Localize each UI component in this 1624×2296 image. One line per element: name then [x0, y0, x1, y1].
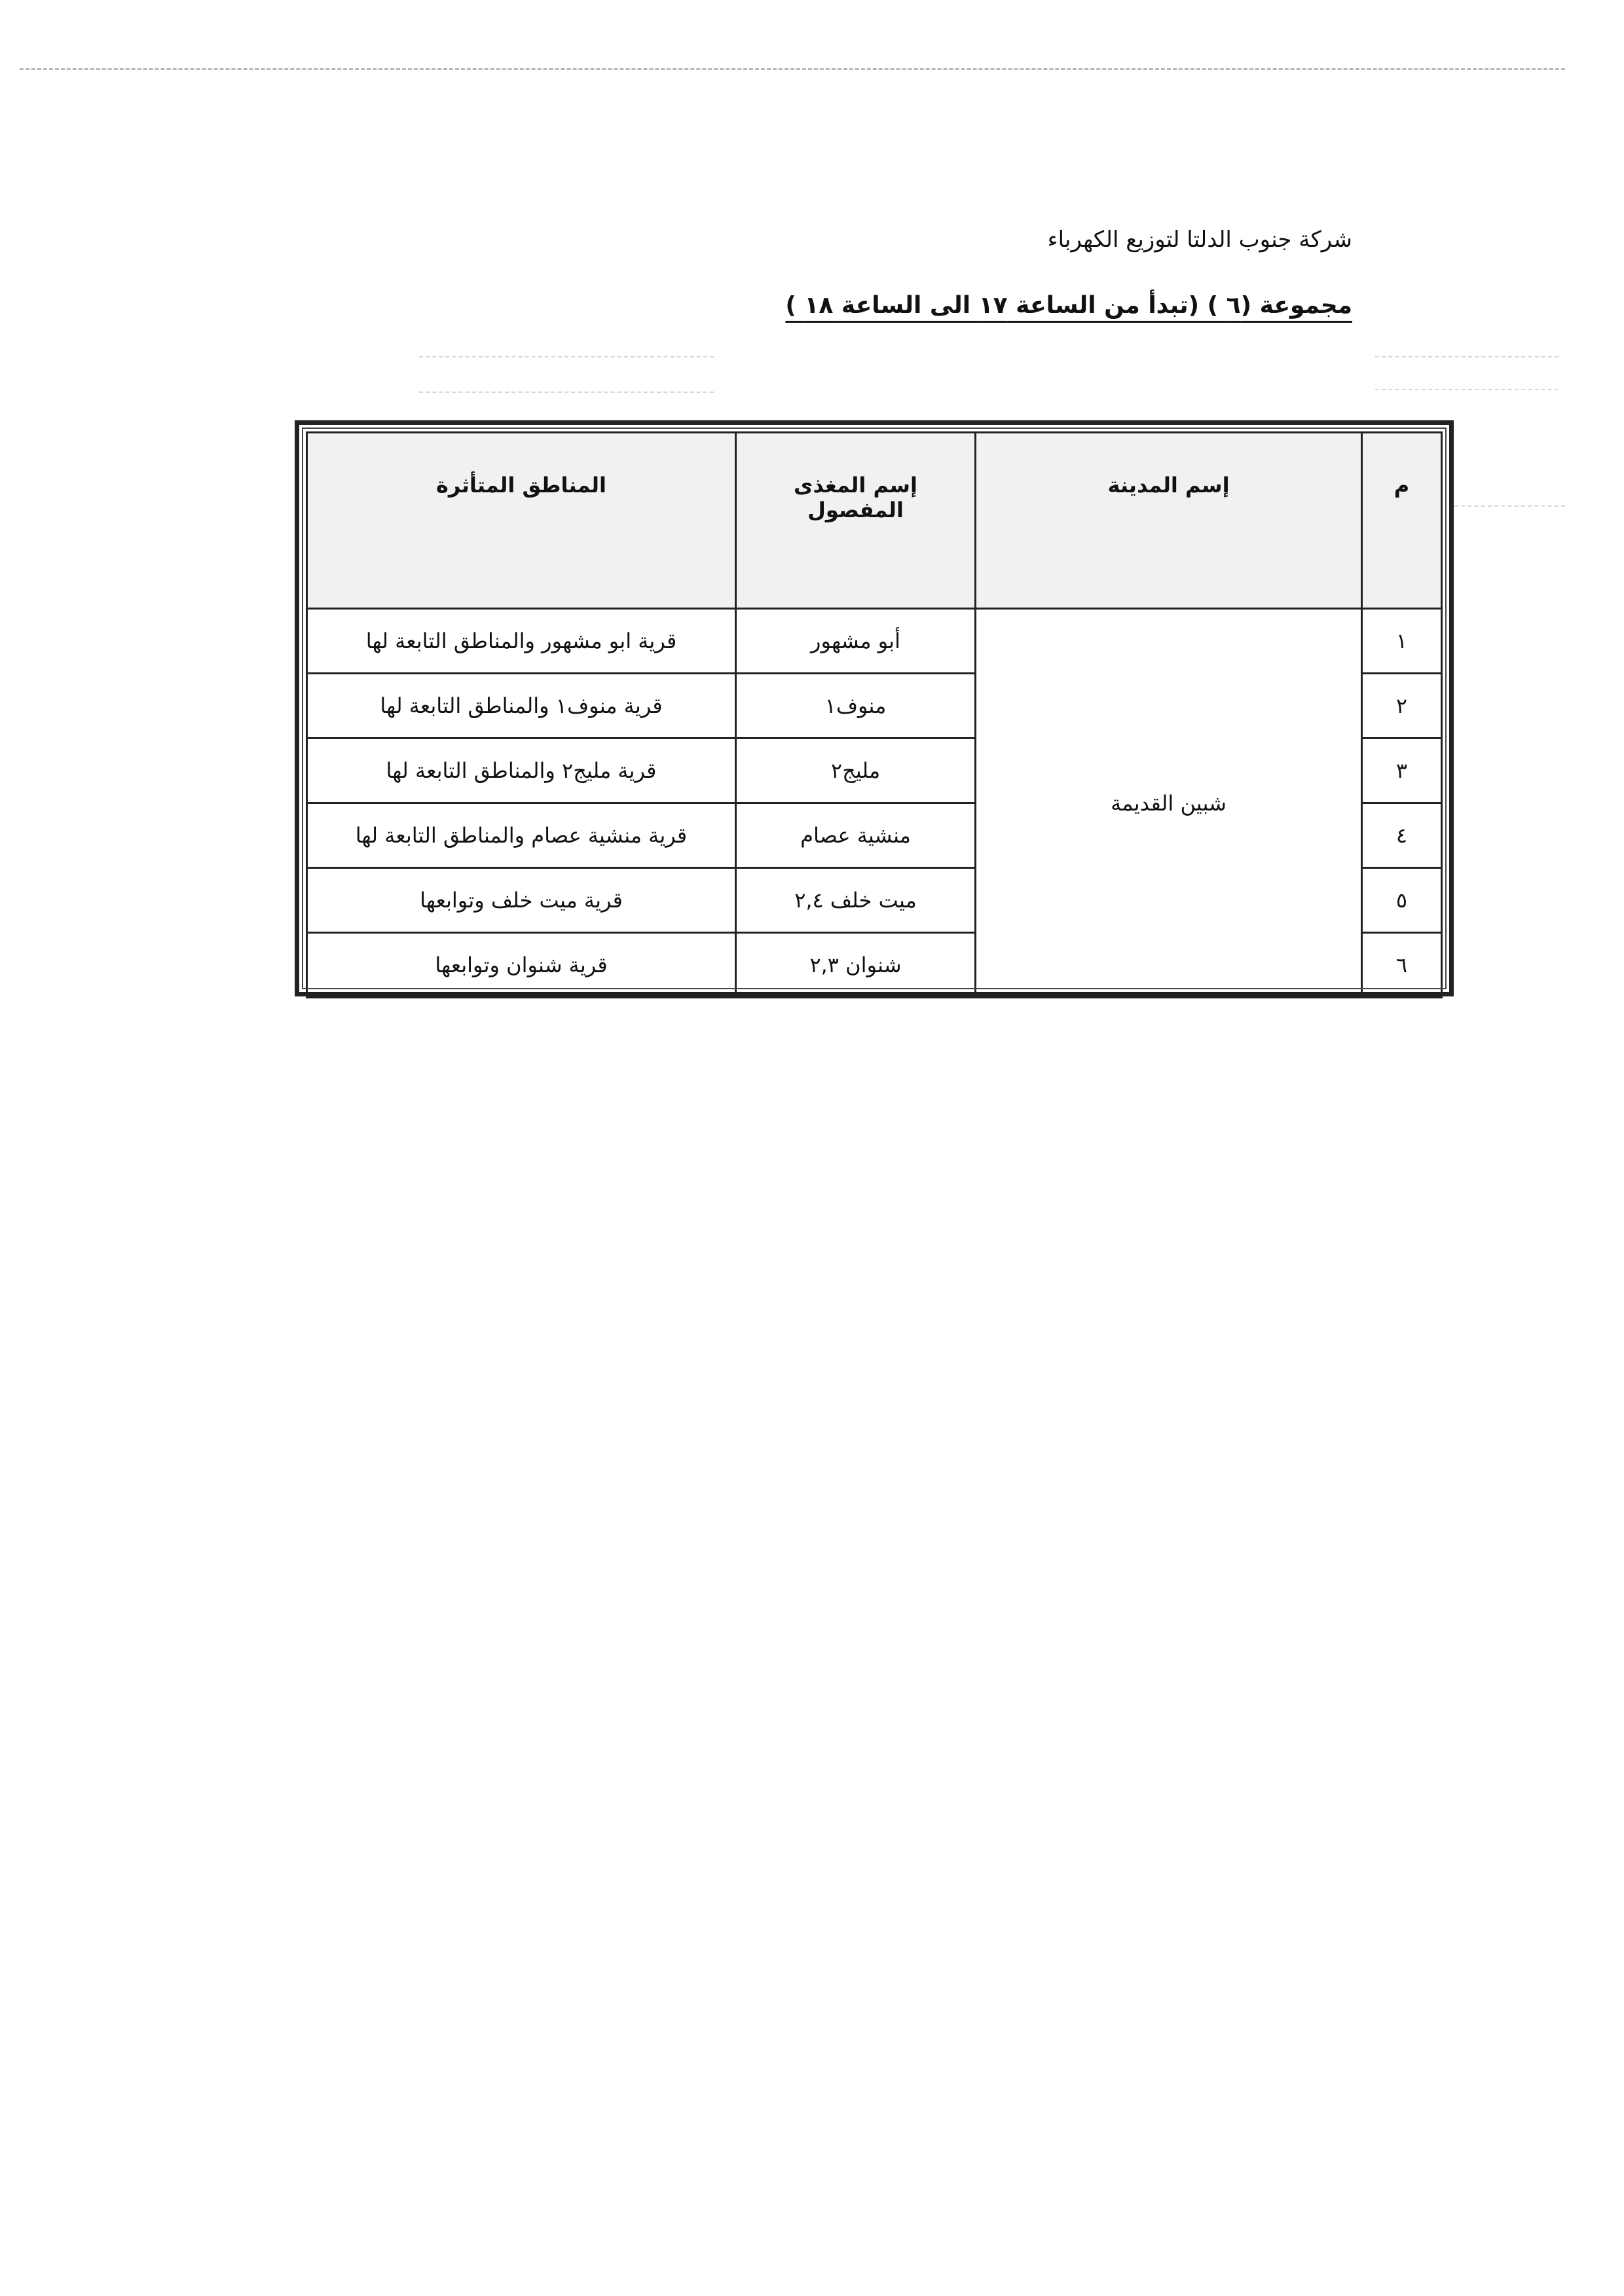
schedule-table-frame — [295, 420, 1454, 996]
feeder-name: شنوان ٢,٣ — [736, 933, 976, 998]
schedule-table — [306, 431, 1443, 998]
row-number: ٦ — [1362, 933, 1442, 998]
feeder-name: منشية عصام — [736, 803, 976, 868]
city-name: شبين القديمة — [976, 609, 1362, 998]
affected-areas: قرية ميت خلف وتوابعها — [307, 868, 736, 933]
feeder-name: مليج٢ — [736, 738, 976, 803]
table-row — [307, 609, 1442, 674]
column-header-feeder: إسم المغذى المفصول — [736, 433, 976, 609]
feeder-name: ميت خلف ٢,٤ — [736, 868, 976, 933]
row-number: ٥ — [1362, 868, 1442, 933]
row-number: ١ — [1362, 609, 1442, 674]
column-header-affected-areas: المناطق المتأثرة — [307, 433, 736, 609]
row-number: ٢ — [1362, 674, 1442, 738]
group-title: مجموعة (٦ ) (تبدأ من الساعة ١٧ الى الساعة ١٨ ) — [785, 292, 1352, 319]
scan-artifact-line — [419, 356, 714, 357]
feeder-name: أبو مشهور — [736, 609, 976, 674]
scan-edge-line — [20, 68, 1565, 70]
feeder-name: منوف١ — [736, 674, 976, 738]
affected-areas: قرية ابو مشهور والمناطق التابعة لها — [307, 609, 736, 674]
affected-areas: قرية منشية عصام والمناطق التابعة لها — [307, 803, 736, 868]
row-number: ٣ — [1362, 738, 1442, 803]
scan-artifact-line — [419, 392, 714, 393]
affected-areas: قرية منوف١ والمناطق التابعة لها — [307, 674, 736, 738]
scan-artifact-line — [1375, 356, 1559, 357]
affected-areas: قرية شنوان وتوابعها — [307, 933, 736, 998]
row-number: ٤ — [1362, 803, 1442, 868]
table-header-row — [307, 433, 1442, 609]
column-header-city: إسم المدينة — [976, 433, 1362, 609]
scan-artifact-line — [1375, 389, 1559, 390]
column-header-number: م — [1362, 433, 1442, 609]
company-name: شركة جنوب الدلتا لتوزيع الكهرباء — [1047, 227, 1352, 253]
affected-areas: قرية مليج٢ والمناطق التابعة لها — [307, 738, 736, 803]
